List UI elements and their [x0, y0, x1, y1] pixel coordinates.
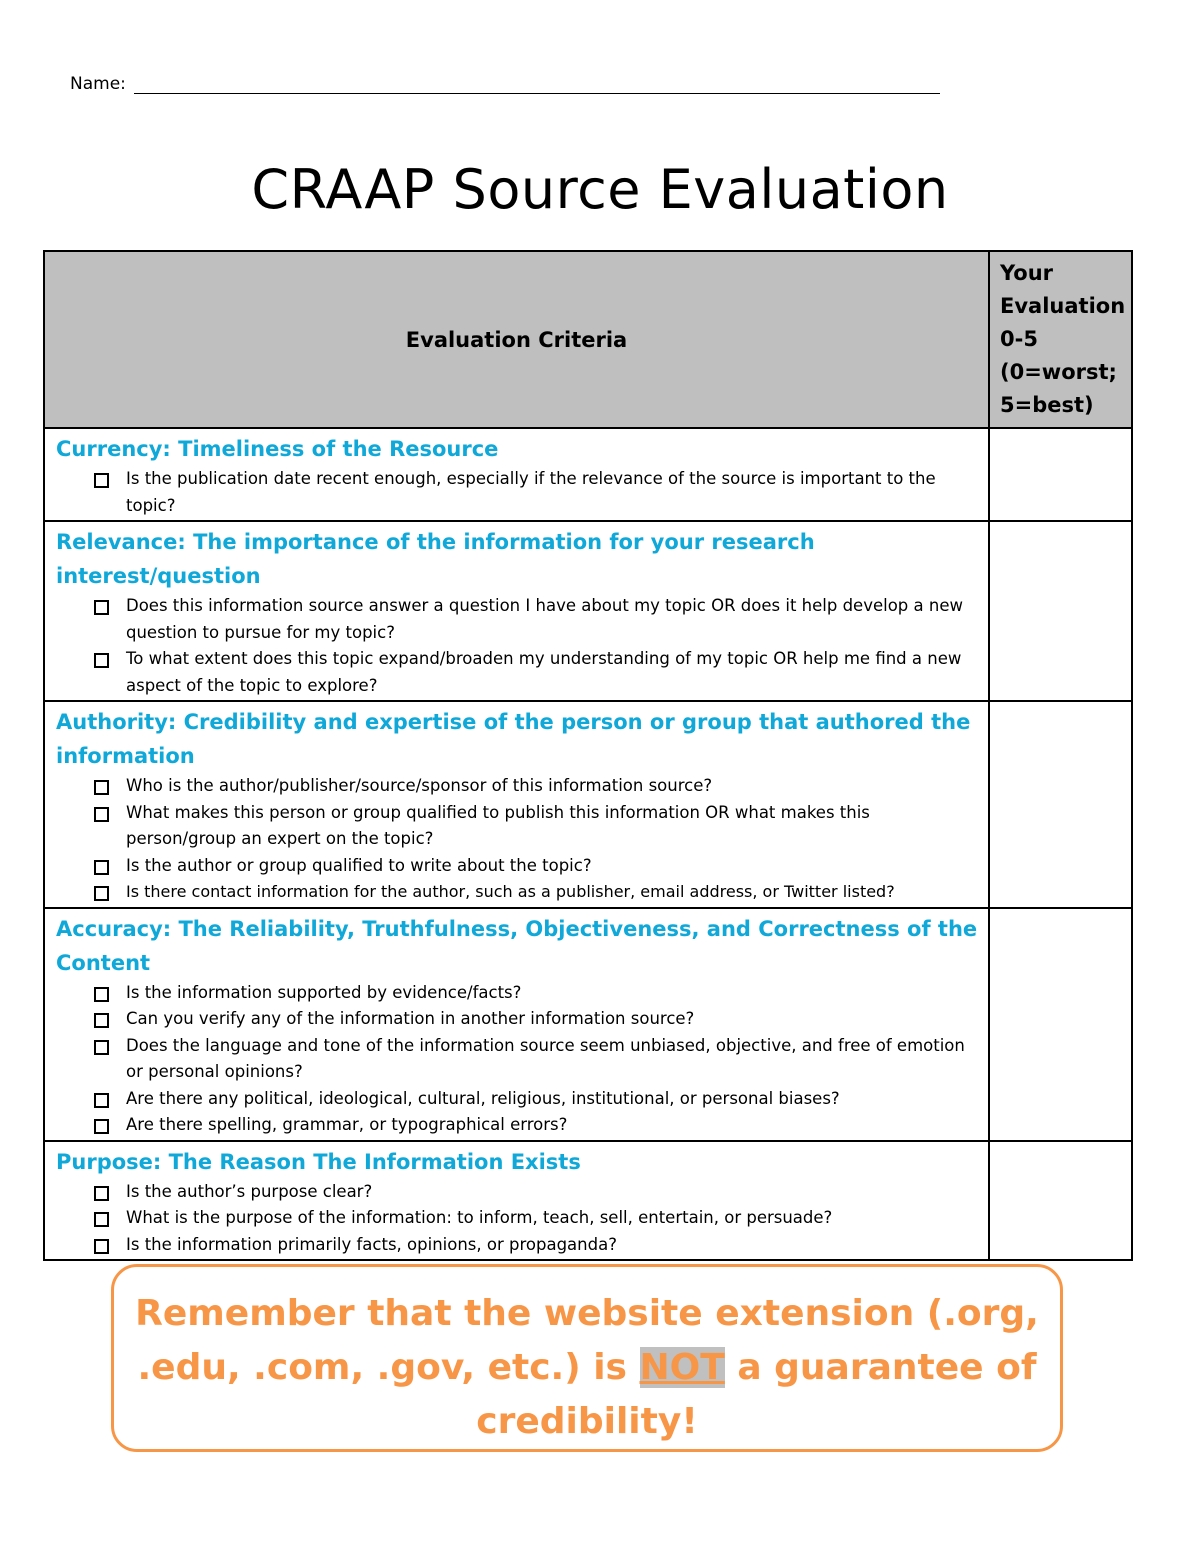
section-row-accuracy — [44, 908, 1132, 1141]
checklist — [56, 773, 978, 906]
checklist-item-text: Is the author or group qualified to write about the topic? — [126, 855, 592, 875]
checkbox-icon[interactable] — [94, 1186, 109, 1201]
checklist-item-text: What makes this person or group qualified to publish this information OR what makes this person/group an expert on the topic? — [126, 802, 870, 848]
evaluation-header-line: Evaluation — [1000, 294, 1126, 318]
checklist — [56, 593, 978, 699]
checklist-item-text: Is the information primarily facts, opinions, or propaganda? — [126, 1234, 617, 1254]
criteria-cell — [44, 908, 989, 1141]
checklist-item — [92, 800, 978, 853]
criteria-header: Evaluation Criteria — [44, 251, 989, 428]
callout-line: Remember that the website extension (.org, — [135, 1293, 1039, 1334]
checklist-item — [92, 593, 978, 646]
checkbox-icon[interactable] — [94, 1239, 109, 1254]
checklist-item — [92, 853, 978, 880]
checklist-item — [92, 980, 978, 1007]
section-row-currency — [44, 428, 1132, 521]
checkbox-icon[interactable] — [94, 600, 109, 615]
checklist — [56, 466, 978, 519]
score-cell-relevance[interactable] — [989, 521, 1132, 701]
checklist-item-text: Are there spelling, grammar, or typographical errors? — [126, 1115, 568, 1134]
checkbox-icon[interactable] — [94, 1013, 109, 1028]
callout-text: .edu, .com, .gov, etc.) is — [137, 1347, 640, 1388]
section-row-relevance — [44, 521, 1132, 701]
checklist-item-text: Is the publication date recent enough, especially if the relevance of the source is important to the topic? — [126, 469, 936, 515]
checklist-item — [92, 1086, 978, 1113]
checkbox-icon[interactable] — [94, 1093, 109, 1108]
checklist — [56, 980, 978, 1139]
checklist-item-text: What is the purpose of the information: to inform, teach, sell, entertain, or persuade? — [126, 1208, 833, 1227]
criteria-cell — [44, 521, 989, 701]
checklist-item-text: Who is the author/publisher/source/sponsor of this information source? — [126, 776, 713, 795]
checklist-item — [92, 466, 978, 519]
evaluation-header-line: (0=worst; — [1000, 360, 1117, 384]
section-row-authority — [44, 701, 1132, 908]
callout-emphasis-not: NOT — [639, 1347, 725, 1388]
score-cell-purpose[interactable] — [989, 1141, 1132, 1261]
reminder-callout — [111, 1264, 1063, 1452]
table-header-row — [44, 251, 1132, 428]
checklist-item — [92, 1232, 978, 1259]
section-title-relevance: Relevance: The importance of the information for your research interest/question — [56, 530, 815, 588]
checklist-item — [92, 646, 978, 699]
checkbox-icon[interactable] — [94, 1212, 109, 1227]
evaluation-header — [989, 251, 1132, 428]
checkbox-icon[interactable] — [94, 987, 109, 1002]
checklist-item-text: Does the language and tone of the information source seem unbiased, objective, and free of emotion or personal opinions? — [126, 1035, 965, 1081]
checklist-item — [92, 1006, 978, 1033]
checkbox-icon[interactable] — [94, 653, 109, 668]
checkbox-icon[interactable] — [94, 1040, 109, 1055]
checklist-item — [92, 1112, 978, 1139]
checklist-item-text: Is there contact information for the author, such as a publisher, email address, or Twitter listed? — [126, 882, 895, 901]
section-title-purpose: Purpose: The Reason The Information Exists — [56, 1149, 581, 1174]
callout-text: a guarantee of — [724, 1347, 1037, 1388]
score-cell-currency[interactable] — [989, 428, 1132, 521]
section-title-authority: Authority: Credibility and expertise of the person or group that authored the information — [56, 710, 971, 768]
checklist-item — [92, 773, 978, 800]
checkbox-icon[interactable] — [94, 780, 109, 795]
checkbox-icon[interactable] — [94, 807, 109, 822]
section-title-currency: Currency: Timeliness of the Resource — [56, 437, 499, 461]
checklist-item-text: Is the information supported by evidence/facts? — [126, 982, 522, 1002]
criteria-cell — [44, 428, 989, 521]
checklist-item-text: Does this information source answer a question I have about my topic OR does it help develop a new question to pursue for my topic? — [126, 596, 963, 642]
checklist-item-text: Is the author’s purpose clear? — [126, 1181, 373, 1201]
evaluation-table — [43, 250, 1133, 1261]
checkbox-icon[interactable] — [94, 1119, 109, 1134]
callout-line — [114, 1341, 1060, 1395]
checklist-item-text: Can you verify any of the information in another information source? — [126, 1009, 695, 1028]
checklist-item — [92, 879, 978, 906]
score-cell-authority[interactable] — [989, 701, 1132, 908]
page-title: CRAAP Source Evaluation — [251, 158, 949, 221]
evaluation-header-line: 5=best) — [1000, 393, 1094, 417]
checklist-item — [92, 1205, 978, 1232]
checklist-item — [92, 1179, 978, 1206]
score-cell-accuracy[interactable] — [989, 908, 1132, 1141]
name-field-row — [70, 74, 940, 94]
section-title-accuracy: Accuracy: The Reliability, Truthfulness, Objectiveness, and Correctness of the Content — [56, 916, 978, 975]
criteria-cell — [44, 701, 989, 908]
checklist-item-text: To what extent does this topic expand/broaden my understanding of my topic OR help me find a new aspect of the topic to explore? — [126, 649, 962, 695]
checklist — [56, 1179, 978, 1259]
checklist-item — [92, 1033, 978, 1086]
evaluation-header-line: 0-5 — [1000, 327, 1038, 351]
section-row-purpose — [44, 1141, 1132, 1261]
callout-line: credibility! — [476, 1401, 698, 1442]
criteria-cell — [44, 1141, 989, 1261]
name-blank-line[interactable] — [134, 75, 940, 94]
checkbox-icon[interactable] — [94, 860, 109, 875]
evaluation-header-line: Your — [1000, 261, 1054, 285]
checklist-item-text: Are there any political, ideological, cultural, religious, institutional, or personal biases? — [126, 1088, 840, 1108]
checkbox-icon[interactable] — [94, 886, 109, 901]
checkbox-icon[interactable] — [94, 473, 109, 488]
name-label: Name: — [70, 74, 126, 94]
